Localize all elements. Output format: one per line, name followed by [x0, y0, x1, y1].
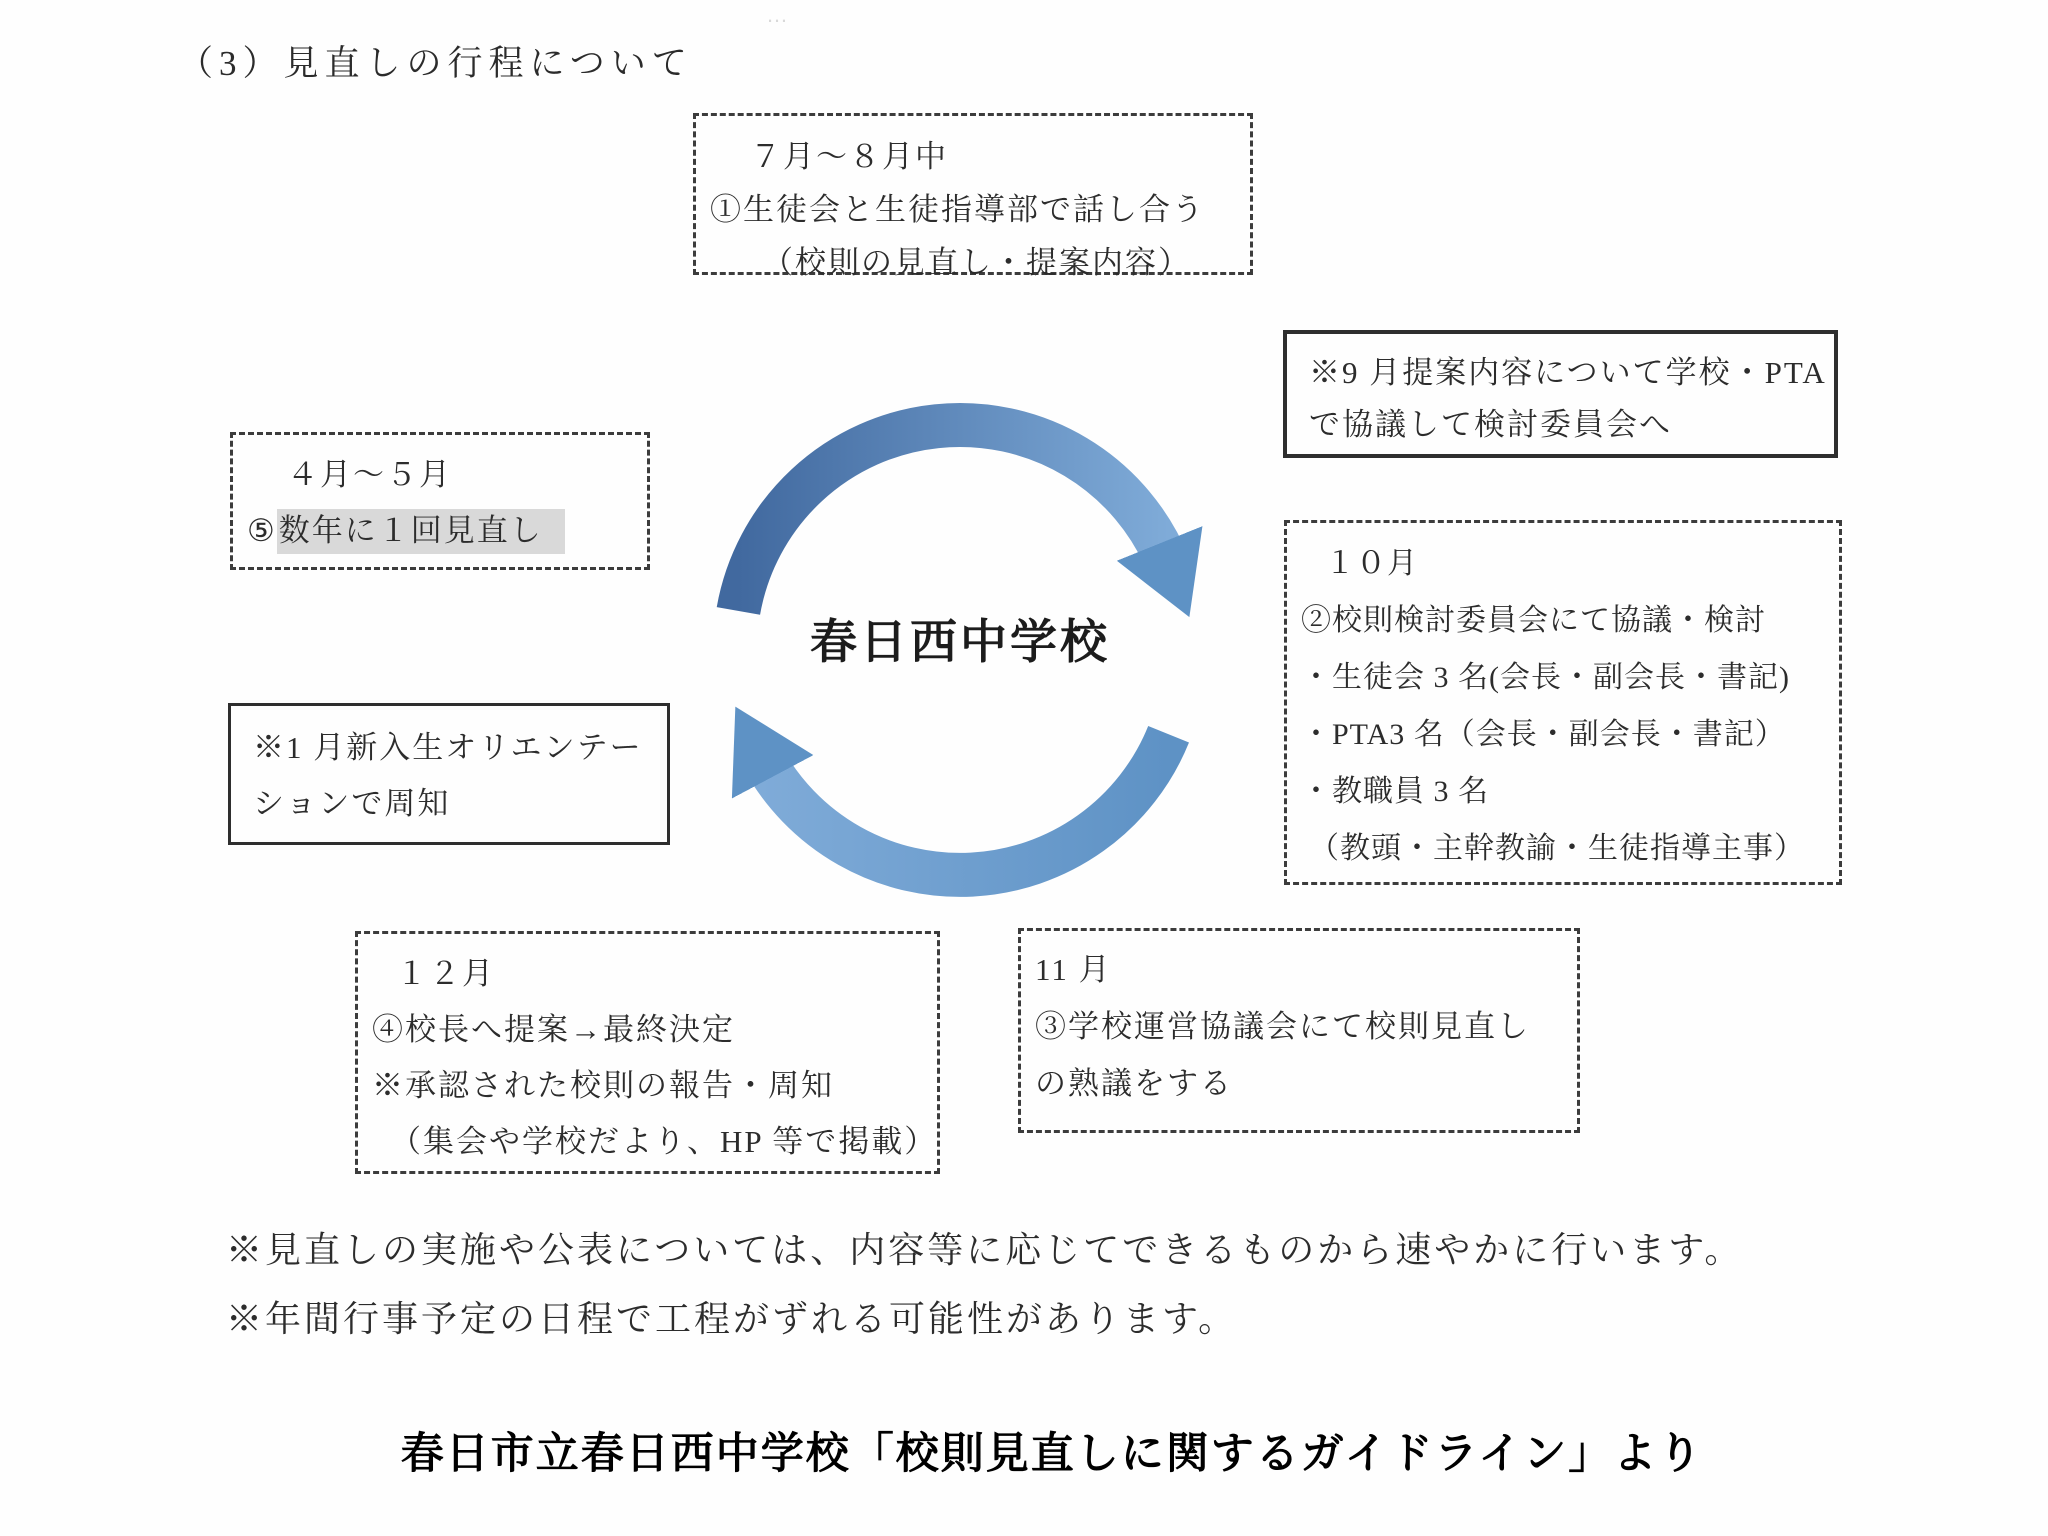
cycle-arrow-top — [738, 425, 1168, 611]
month-label: 11 月 — [1035, 952, 1112, 987]
note-box-sep — [1283, 330, 1838, 458]
step-5-text — [245, 503, 637, 559]
step-1-detail: （校則の見直し・提案内容） — [762, 245, 1191, 280]
scan-artifact-dots: … — [766, 2, 792, 27]
step-box-jul-aug — [693, 113, 1253, 280]
step-4-note: ※承認された校則の報告・周知 — [372, 1068, 834, 1103]
step-2-text: ②校則検討委員会にて協議・検討 — [1301, 604, 1766, 637]
step-box-dec — [355, 931, 940, 1174]
member-staff-detail: （教頭・主幹教諭・生徒指導主事） — [1309, 832, 1805, 865]
footnote-implementation: ※見直しの実施や公表については、内容等に応じてできるものから速やかに行います。 — [226, 1230, 1744, 1270]
step-5-highlighted-text: 数年に１回見直し — [277, 509, 565, 554]
month-label: ７月～８月中 — [750, 139, 948, 174]
step-4-detail: （集会や学校だより、HP 等で掲載） — [390, 1124, 938, 1159]
sep-note-line: ※9 月提案内容について学校・PTA — [1309, 355, 1827, 390]
source-caption: 春日市立春日西中学校「校則見直しに関するガイドライン」より — [400, 1430, 1704, 1478]
member-staff: ・教職員 3 名 — [1301, 775, 1489, 808]
member-pta: ・PTA3 名（会長・副会長・書記） — [1301, 718, 1786, 751]
step-4-text: ④校長へ提案→最終決定 — [372, 1012, 735, 1047]
step-3-text: ③学校運営協議会にて校則見直し — [1035, 1009, 1530, 1044]
cycle-arrow-bottom — [761, 734, 1168, 875]
sep-note-line: で協議して検討委員会へ — [1309, 407, 1672, 442]
page-title: （3）見直しの行程について — [178, 44, 693, 83]
step-5-number: ⑤ — [247, 513, 277, 548]
jan-note-line: ※1 月新入生オリエンテー — [253, 730, 643, 765]
month-label: ４月～５月 — [287, 457, 452, 492]
footnote-schedule: ※年間行事予定の日程で工程がずれる可能性があります。 — [226, 1299, 1238, 1339]
note-box-jan — [228, 703, 670, 845]
step-box-oct — [1284, 520, 1842, 885]
member-seitokai: ・生徒会 3 名(会長・副会長・書記) — [1301, 661, 1790, 694]
month-label: １０月 — [1325, 547, 1418, 580]
month-label: １２月 — [396, 956, 495, 991]
step-box-apr-may — [230, 432, 650, 570]
step-box-nov — [1018, 928, 1580, 1133]
jan-note-line: ションで周知 — [253, 786, 451, 821]
school-name-label: 春日西中学校 — [810, 617, 1110, 669]
step-1-text: ①生徒会と生徒指導部で話し合う — [710, 192, 1205, 227]
step-3-text-cont: の熟議をする — [1035, 1066, 1233, 1101]
